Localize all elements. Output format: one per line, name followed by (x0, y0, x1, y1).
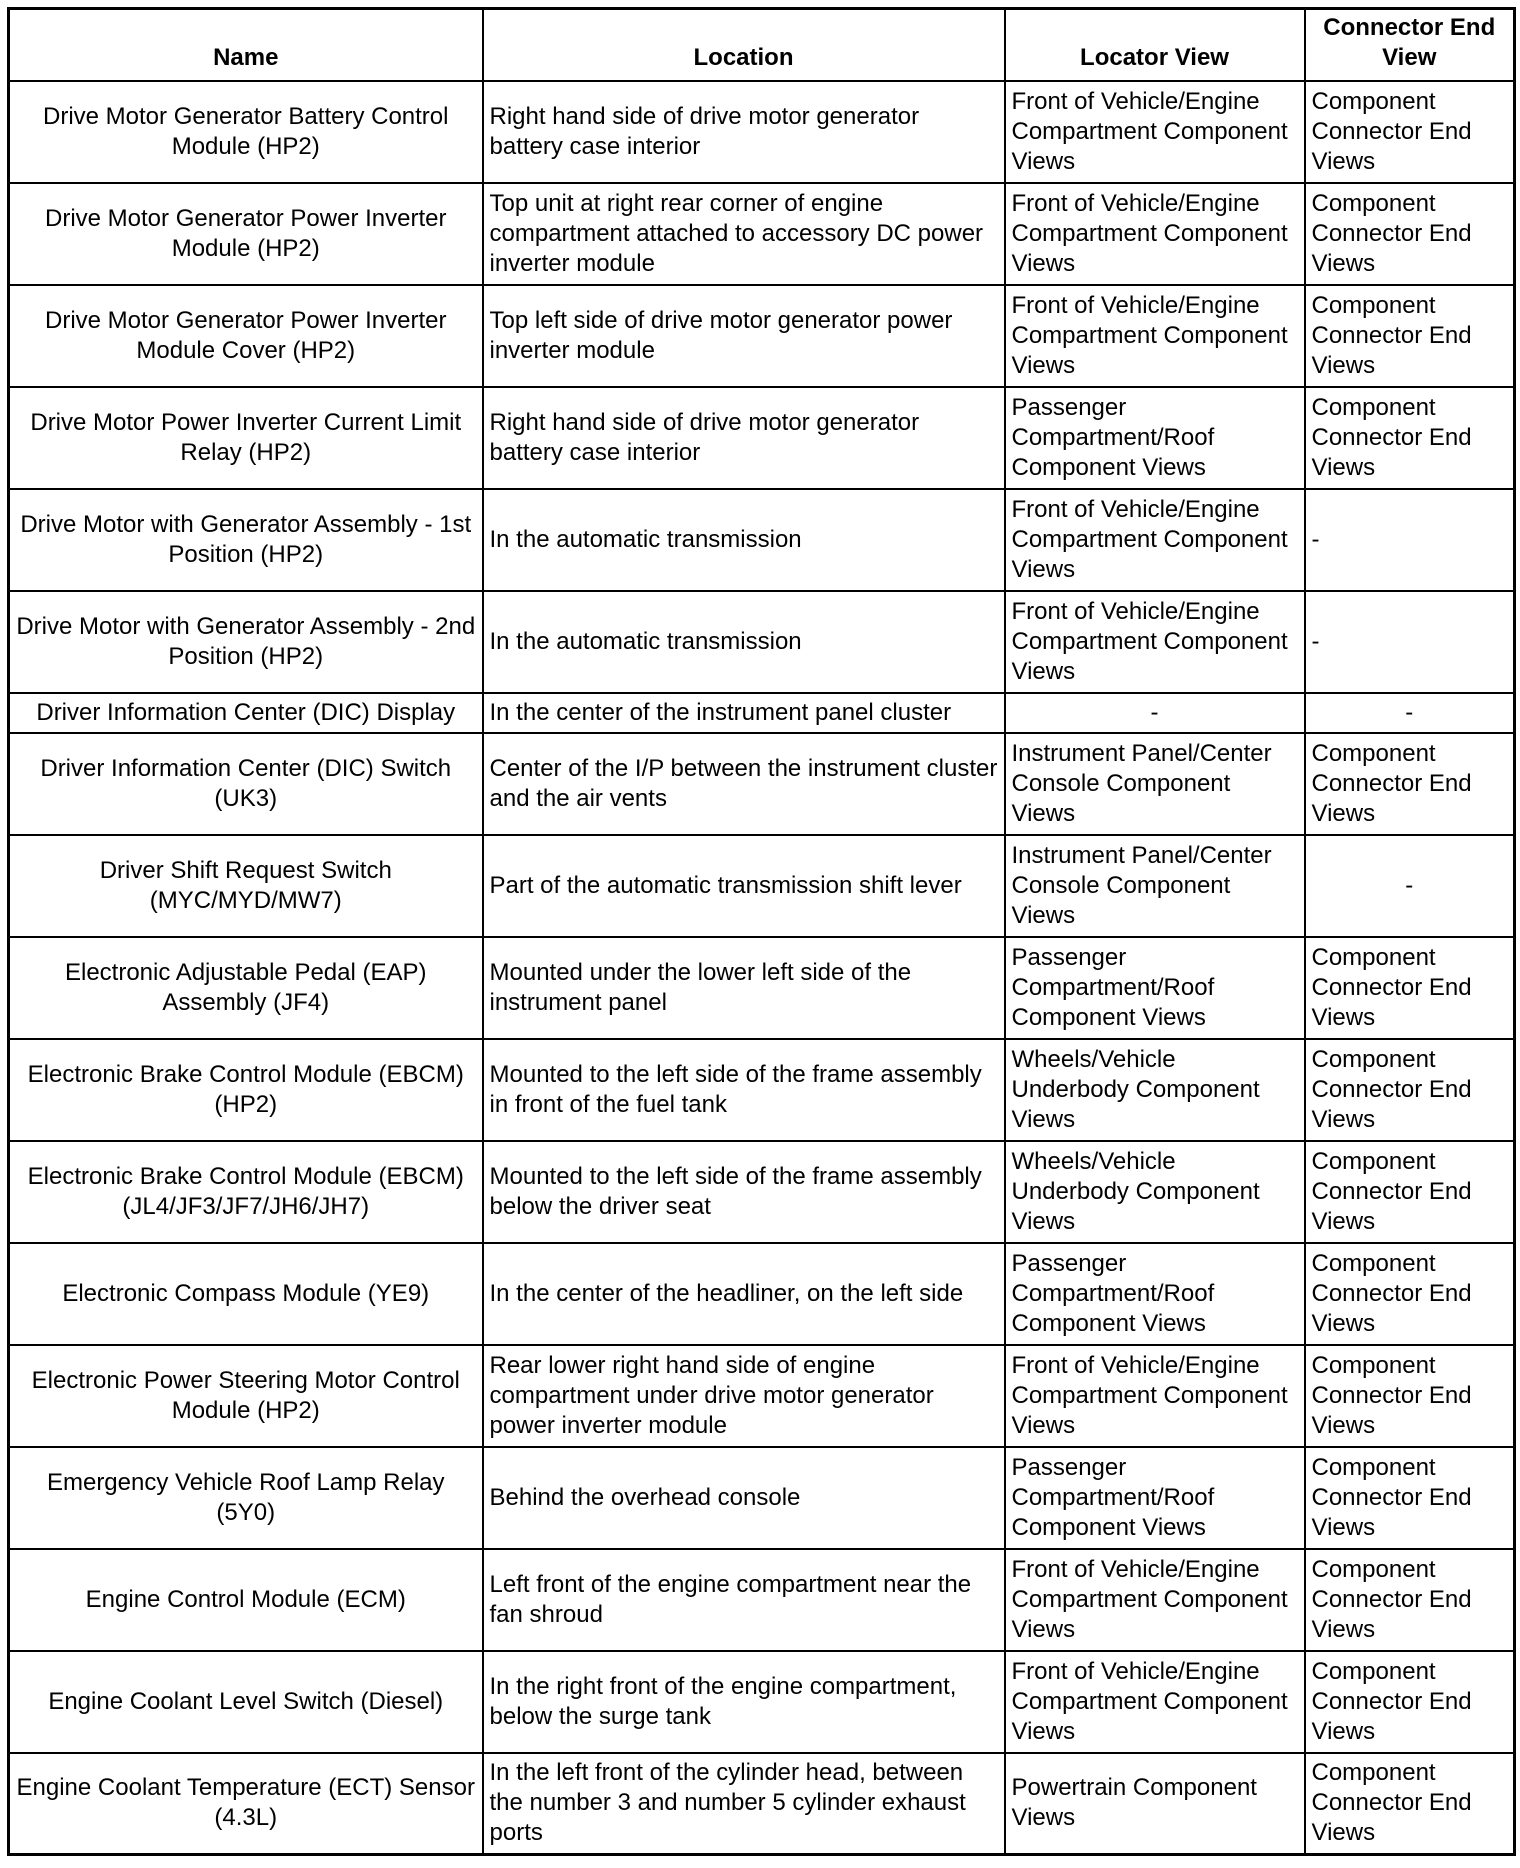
cell-connector-end-view: - (1305, 693, 1515, 733)
header-location: Location (483, 9, 1005, 81)
cell-connector-end-view: Component Connector End Views (1305, 285, 1515, 387)
cell-name: Electronic Adjustable Pedal (EAP) Assembly (JF4) (9, 937, 483, 1039)
cell-connector-end-view: Component Connector End Views (1305, 937, 1515, 1039)
cell-locator-view: Wheels/Vehicle Underbody Component Views (1005, 1039, 1305, 1141)
cell-location: Right hand side of drive motor generator battery case interior (483, 387, 1005, 489)
cell-connector-end-view: Component Connector End Views (1305, 1651, 1515, 1753)
cell-location: In the left front of the cylinder head, between the number 3 and number 5 cylinder exhaust ports (483, 1753, 1005, 1855)
cell-locator-view: Front of Vehicle/Engine Compartment Component Views (1005, 285, 1305, 387)
cell-locator-view: Instrument Panel/Center Console Component Views (1005, 835, 1305, 937)
cell-name: Drive Motor with Generator Assembly - 1st Position (HP2) (9, 489, 483, 591)
cell-connector-end-view: Component Connector End Views (1305, 81, 1515, 183)
header-connector-end-view: Connector End View (1305, 9, 1515, 81)
table-row (9, 1039, 1515, 1141)
table-row (9, 937, 1515, 1039)
cell-name: Driver Information Center (DIC) Display (9, 693, 483, 733)
cell-locator-view: Passenger Compartment/Roof Component Views (1005, 387, 1305, 489)
table-row (9, 285, 1515, 387)
table-row (9, 387, 1515, 489)
table-row (9, 1243, 1515, 1345)
table-row (9, 733, 1515, 835)
cell-name: Drive Motor Power Inverter Current Limit Relay (HP2) (9, 387, 483, 489)
cell-locator-view: Passenger Compartment/Roof Component Views (1005, 937, 1305, 1039)
cell-location: Part of the automatic transmission shift lever (483, 835, 1005, 937)
cell-name: Drive Motor Generator Power Inverter Module (HP2) (9, 183, 483, 285)
cell-connector-end-view: Component Connector End Views (1305, 1447, 1515, 1549)
cell-location: Behind the overhead console (483, 1447, 1005, 1549)
cell-name: Drive Motor with Generator Assembly - 2nd Position (HP2) (9, 591, 483, 693)
cell-connector-end-view: Component Connector End Views (1305, 387, 1515, 489)
table-header-row (9, 9, 1515, 81)
cell-name: Electronic Brake Control Module (EBCM) (JL4/JF3/JF7/JH6/JH7) (9, 1141, 483, 1243)
cell-location: Rear lower right hand side of engine compartment under drive motor generator power inverter module (483, 1345, 1005, 1447)
cell-name: Driver Information Center (DIC) Switch (UK3) (9, 733, 483, 835)
cell-location: Top unit at right rear corner of engine compartment attached to accessory DC power inverter module (483, 183, 1005, 285)
component-locator-table-container (7, 7, 1516, 1856)
table-row (9, 183, 1515, 285)
cell-locator-view: Powertrain Component Views (1005, 1753, 1305, 1855)
cell-locator-view: Front of Vehicle/Engine Compartment Component Views (1005, 1345, 1305, 1447)
cell-connector-end-view: Component Connector End Views (1305, 183, 1515, 285)
table-row (9, 489, 1515, 591)
header-name: Name (9, 9, 483, 81)
cell-location: In the center of the headliner, on the left side (483, 1243, 1005, 1345)
cell-location: Top left side of drive motor generator power inverter module (483, 285, 1005, 387)
cell-location: In the automatic transmission (483, 489, 1005, 591)
cell-name: Electronic Power Steering Motor Control Module (HP2) (9, 1345, 483, 1447)
cell-locator-view: Front of Vehicle/Engine Compartment Component Views (1005, 183, 1305, 285)
cell-connector-end-view: - (1305, 489, 1515, 591)
table-row (9, 1141, 1515, 1243)
cell-locator-view: Front of Vehicle/Engine Compartment Component Views (1005, 1549, 1305, 1651)
table-row (9, 1345, 1515, 1447)
cell-location: In the center of the instrument panel cluster (483, 693, 1005, 733)
cell-connector-end-view: - (1305, 591, 1515, 693)
cell-name: Drive Motor Generator Power Inverter Module Cover (HP2) (9, 285, 483, 387)
table-row (9, 835, 1515, 937)
cell-location: Right hand side of drive motor generator battery case interior (483, 81, 1005, 183)
cell-connector-end-view: Component Connector End Views (1305, 1345, 1515, 1447)
component-locator-table (7, 7, 1516, 1856)
cell-locator-view: Front of Vehicle/Engine Compartment Component Views (1005, 1651, 1305, 1753)
table-row (9, 81, 1515, 183)
cell-connector-end-view: Component Connector End Views (1305, 1753, 1515, 1855)
cell-name: Driver Shift Request Switch (MYC/MYD/MW7) (9, 835, 483, 937)
cell-name: Electronic Compass Module (YE9) (9, 1243, 483, 1345)
cell-name: Emergency Vehicle Roof Lamp Relay (5Y0) (9, 1447, 483, 1549)
cell-connector-end-view: - (1305, 835, 1515, 937)
header-locator-view: Locator View (1005, 9, 1305, 81)
cell-connector-end-view: Component Connector End Views (1305, 1141, 1515, 1243)
cell-name: Engine Coolant Temperature (ECT) Sensor (4.3L) (9, 1753, 483, 1855)
cell-connector-end-view: Component Connector End Views (1305, 733, 1515, 835)
cell-location: Mounted under the lower left side of the instrument panel (483, 937, 1005, 1039)
cell-location: In the automatic transmission (483, 591, 1005, 693)
cell-locator-view: Front of Vehicle/Engine Compartment Component Views (1005, 591, 1305, 693)
cell-location: Mounted to the left side of the frame assembly below the driver seat (483, 1141, 1005, 1243)
cell-locator-view: Instrument Panel/Center Console Component Views (1005, 733, 1305, 835)
cell-locator-view: - (1005, 693, 1305, 733)
table-row (9, 693, 1515, 733)
cell-locator-view: Passenger Compartment/Roof Component Views (1005, 1243, 1305, 1345)
cell-name: Electronic Brake Control Module (EBCM) (HP2) (9, 1039, 483, 1141)
cell-connector-end-view: Component Connector End Views (1305, 1243, 1515, 1345)
cell-locator-view: Wheels/Vehicle Underbody Component Views (1005, 1141, 1305, 1243)
cell-name: Engine Coolant Level Switch (Diesel) (9, 1651, 483, 1753)
table-row (9, 1447, 1515, 1549)
cell-name: Drive Motor Generator Battery Control Module (HP2) (9, 81, 483, 183)
cell-locator-view: Front of Vehicle/Engine Compartment Component Views (1005, 489, 1305, 591)
table-row (9, 1651, 1515, 1753)
table-row (9, 591, 1515, 693)
cell-location: Mounted to the left side of the frame assembly in front of the fuel tank (483, 1039, 1005, 1141)
table-row (9, 1549, 1515, 1651)
cell-location: Center of the I/P between the instrument cluster and the air vents (483, 733, 1005, 835)
table-row (9, 1753, 1515, 1855)
cell-connector-end-view: Component Connector End Views (1305, 1549, 1515, 1651)
cell-locator-view: Passenger Compartment/Roof Component Views (1005, 1447, 1305, 1549)
cell-name: Engine Control Module (ECM) (9, 1549, 483, 1651)
cell-locator-view: Front of Vehicle/Engine Compartment Component Views (1005, 81, 1305, 183)
cell-location: In the right front of the engine compartment, below the surge tank (483, 1651, 1005, 1753)
cell-location: Left front of the engine compartment near the fan shroud (483, 1549, 1005, 1651)
cell-connector-end-view: Component Connector End Views (1305, 1039, 1515, 1141)
